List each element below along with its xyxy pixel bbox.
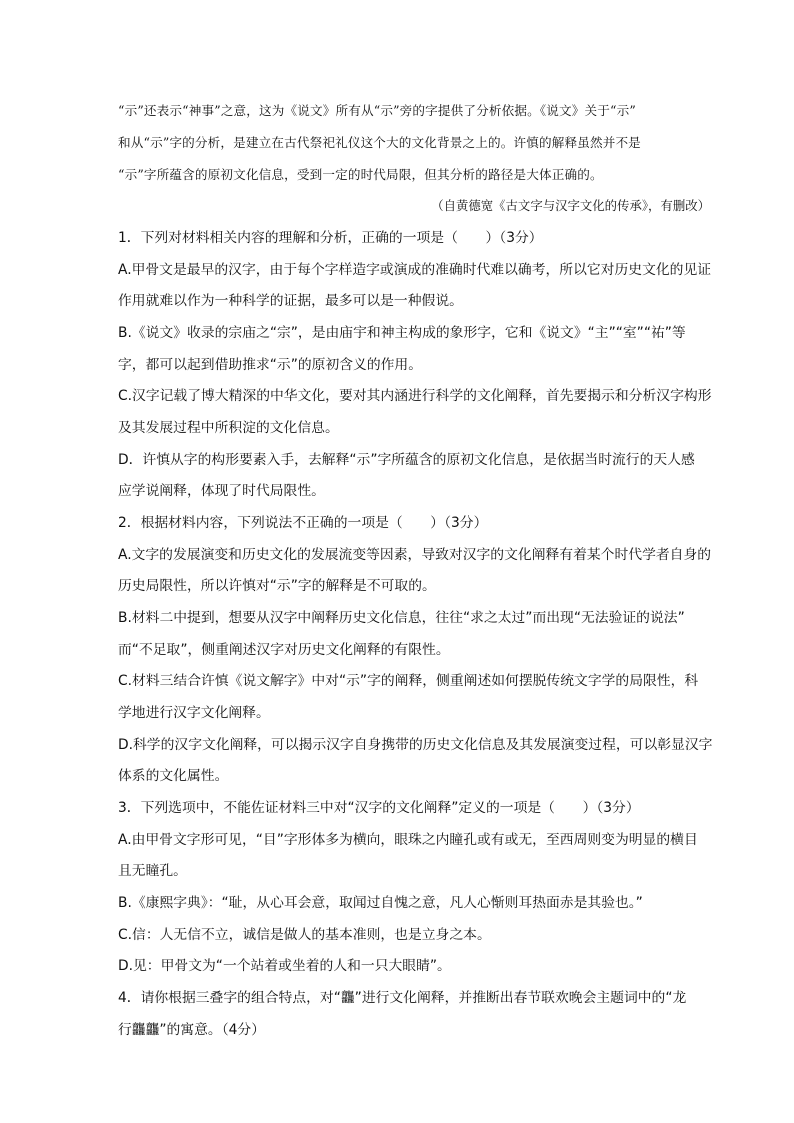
question-1-option-c: C.汉字记载了博大精深的中华文化，要对其内涵进行科学的文化阐释，首先要揭示和分析汉字构形 (118, 388, 712, 404)
question-4-stem: 4．请你根据三叠字的组合特点，对“龘”进行文化阐释，并推断出春节联欢晚会主题词中的“龙 (118, 990, 687, 1006)
question-2-option-b: 而“不足取”，侧重阐述汉字对历史文化阐释的有限性。 (118, 642, 450, 658)
question-2-option-b: B.材料二中提到，想要从汉字中阐释历史文化信息，往往“求之太过”而出现“无法验证的说法” (118, 610, 685, 626)
question-3-option-d: D.见：甲骨文为“一个站着或坐着的人和一只大眼睛”。 (118, 958, 451, 974)
question-1-stem: 1．下列对材料相关内容的理解和分析，正确的一项是（ ）（3分） (118, 230, 543, 246)
question-3-option-a: A.由甲骨文字形可见，“目”字形体多为横向，眼珠之内瞳孔或有或无，至西周则变为明显的横目 (118, 832, 698, 848)
question-2-option-c: C.材料三结合许慎《说文解字》中对“示”字的阐释，侧重阐述如何摆脱传统文字学的局限性，科 (118, 673, 699, 689)
question-3-option-a: 且无瞳孔。 (118, 863, 187, 879)
question-1-option-d: 应学说阐释，体现了时代局限性。 (118, 483, 325, 499)
question-2-stem: 2．根据材料内容，下列说法不正确的一项是（ ）（3分） (118, 515, 488, 531)
question-1-option-b: 字，都可以起到借助推求“示”的原初含义的作用。 (118, 357, 423, 373)
question-2-option-a: 历史局限性，所以许慎对“示”字的解释是不可取的。 (118, 578, 436, 594)
passage-line: “示”还表示“神事”之意，这为《说文》所有从“示”旁的字提供了分析依据。《说文》关于“示” (118, 103, 636, 118)
question-1-option-c: 及其发展过程中所积淀的文化信息。 (118, 420, 339, 436)
source-citation: （自黄德宽《古文字与汉字文化的传承》，有删改） (431, 198, 710, 213)
question-2-option-c: 学地进行汉字文化阐释。 (118, 705, 270, 721)
question-2-option-d: 体系的文化属性。 (118, 768, 229, 784)
question-1-option-d: D．许慎从字的构形要素入手，去解释“示”字所蕴含的原初文化信息，是依据当时流行的天人感 (118, 452, 695, 468)
question-3-stem: 3．下列选项中，不能佐证材料三中对“汉字的文化阐释”定义的一项是（ ）（3分） (118, 800, 640, 816)
passage-line: 和从“示”字的分析，是建立在古代祭祀礼仪这个大的文化背景之上的。许慎的解释虽然并不是 (118, 135, 641, 150)
question-2-option-d: D.科学的汉字文化阐释，可以揭示汉字自身携带的历史文化信息及其发展演变过程，可以彰显汉字 (118, 737, 713, 753)
passage-line: “示”字所蕴含的原初文化信息，受到一定的时代局限，但其分析的路径是大体正确的。 (118, 167, 603, 182)
question-1-option-b: B.《说文》收录的宗庙之“宗”，是由庙宇和神主构成的象形字，它和《说文》“主”“室”“祐”等 (118, 325, 686, 341)
question-3-option-c: C.信：人无信不立，诚信是做人的基本准则，也是立身之本。 (118, 927, 491, 943)
question-2-option-a: A.文字的发展演变和历史文化的发展流变等因素，导致对汉字的文化阐释有着某个时代学者自身的 (118, 547, 712, 563)
question-3-option-b: B.《康熙字典》：“耻，从心耳会意，取闻过自愧之意，凡人心惭则耳热面赤是其验也。” (118, 895, 643, 911)
question-1-option-a: A.甲骨文是最早的汉字，由于每个字样造字或演成的准确时代难以确考，所以它对历史文化的见证 (118, 262, 712, 278)
question-1-option-a: 作用就难以作为一种科学的证据，最多可以是一种假说。 (118, 293, 463, 309)
question-4-stem: 行龘龘”的寓意。（4分） (118, 1022, 265, 1038)
